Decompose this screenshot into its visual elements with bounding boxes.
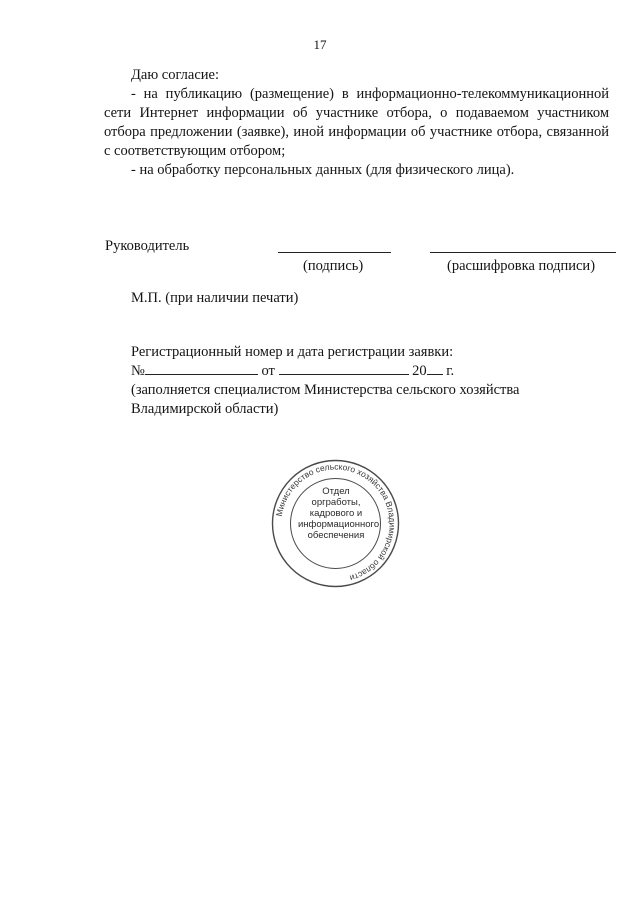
number-sign: № xyxy=(131,363,145,379)
signature-decoding-line xyxy=(430,252,616,253)
registration-block xyxy=(131,343,611,419)
number-blank xyxy=(145,362,258,375)
consent-publication-line-2: сети Интернет информации об участнике отбора, о подаваемом участником xyxy=(104,105,609,121)
year-suffix: г. xyxy=(442,363,455,379)
year-blank xyxy=(427,362,443,375)
consent-personal-data: - на обработку персональных данных (для физического лица). xyxy=(131,162,515,178)
consent-publication-line-4: с соответствующим отбором; xyxy=(104,143,286,159)
stamp-center-line-5: обеспечения xyxy=(307,530,365,541)
stamp-ring-text: Министерство сельского хозяйства Владимирской области xyxy=(273,461,398,584)
registration-note-line-1: (заполняется специалистом Министерства сельского хозяйства xyxy=(131,382,520,398)
stamp-center-line-2: оргработы, xyxy=(311,497,361,508)
signature-decoding-caption: (расшифровка подписи) xyxy=(447,258,596,274)
page-number: 17 xyxy=(313,37,327,52)
official-stamp xyxy=(268,456,403,591)
date-blank xyxy=(279,362,409,375)
year-prefix: 20 xyxy=(412,363,427,379)
stamp-center-line-4: информационного xyxy=(298,519,380,530)
signature-line xyxy=(278,252,391,253)
from-word: от xyxy=(261,363,275,379)
registration-title: Регистрационный номер и дата регистрации заявки: xyxy=(131,344,454,360)
seal-note: М.П. (при наличии печати) xyxy=(131,290,299,306)
registration-fill-line xyxy=(131,362,611,381)
stamp-center-text xyxy=(298,486,380,541)
consent-block xyxy=(104,66,609,180)
signature-caption: (подпись) xyxy=(303,258,364,274)
stamp-center-line-3: кадрового и xyxy=(309,508,363,519)
consent-publication-line-3: отбора предложении (заявке), иной информации об участнике отбора, связанной xyxy=(104,124,609,140)
consent-publication-line-1: - на публикацию (размещение) в информационно-телекоммуникационной xyxy=(131,86,609,102)
stamp-center-line-1: Отдел xyxy=(322,486,350,497)
head-label: Руководитель xyxy=(105,238,190,254)
consent-intro: Даю согласие: xyxy=(131,67,220,83)
registration-note-line-2: Владимирской области) xyxy=(131,401,279,417)
